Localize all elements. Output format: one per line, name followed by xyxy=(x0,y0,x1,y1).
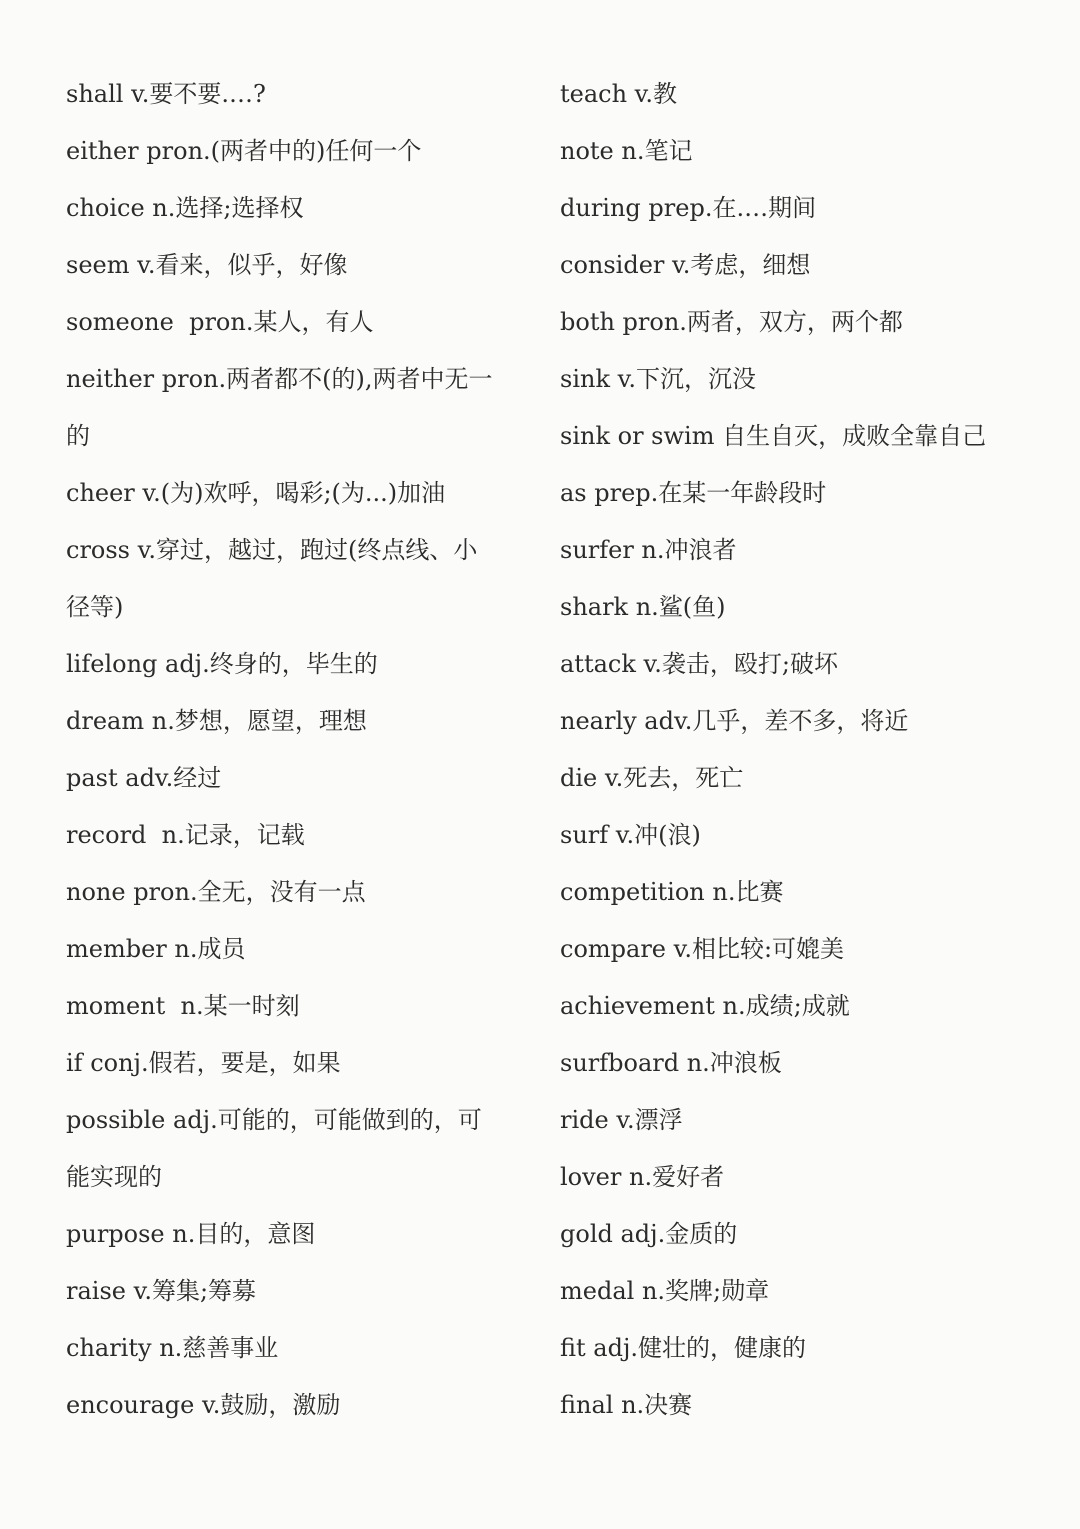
vocab-line: achievement n.成绩;成就 xyxy=(560,992,850,1020)
vocab-line: cheer v.(为)欢呼，喝彩;(为...)加油 xyxy=(66,479,446,507)
vocab-line: medal n.奖牌;勋章 xyxy=(560,1277,770,1305)
vocab-line: shall v.要不要.…? xyxy=(66,80,266,108)
vocab-line: moment n.某一时刻 xyxy=(66,992,300,1020)
vocab-line: surfer n.冲浪者 xyxy=(560,536,737,564)
vocab-line: possible adj.可能的，可能做到的，可 xyxy=(66,1106,482,1134)
vocab-line: none pron.全无，没有一点 xyxy=(66,878,366,906)
vocab-line: either pron.(两者中的)任何一个 xyxy=(66,137,422,165)
vocab-line: 径等) xyxy=(66,593,124,621)
vocab-line: note n.笔记 xyxy=(560,137,693,165)
vocab-line: competition n.比赛 xyxy=(560,878,784,906)
vocab-line: shark n.鲨(鱼) xyxy=(560,593,726,621)
vocab-line: consider v.考虑，细想 xyxy=(560,251,811,279)
vocab-line: encourage v.鼓励，激励 xyxy=(66,1391,341,1419)
vocab-line: dream n.梦想，愿望，理想 xyxy=(66,707,367,735)
vocab-line: fit adj.健壮的，健康的 xyxy=(560,1334,807,1362)
vocab-line: die v.死去，死亡 xyxy=(560,764,744,792)
vocab-line: record n.记录，记载 xyxy=(66,821,305,849)
vocab-line: purpose n.目的，意图 xyxy=(66,1220,316,1248)
vocab-line: nearly adv.几乎，差不多，将近 xyxy=(560,707,909,735)
vocab-line: choice n.选择;选择权 xyxy=(66,194,304,222)
vocab-line: attack v.袭击，殴打;破坏 xyxy=(560,650,838,678)
vocab-line: neither pron.两者都不(的),两者中无一 xyxy=(66,365,493,393)
vocab-line: compare v.相比较:可媲美 xyxy=(560,935,845,963)
vocab-line: teach v.教 xyxy=(560,80,678,108)
vocab-line: during prep.在.…期间 xyxy=(560,194,817,222)
vocab-line: someone pron.某人，有人 xyxy=(66,308,374,336)
vocab-line: charity n.慈善事业 xyxy=(66,1334,279,1362)
vocab-line: ride v.漂浮 xyxy=(560,1106,683,1134)
vocab-line: lover n.爱好者 xyxy=(560,1163,725,1191)
vocab-line: if conj.假若，要是，如果 xyxy=(66,1049,341,1077)
vocab-line: member n.成员 xyxy=(66,935,246,963)
vocab-line: as prep.在某一年龄段时 xyxy=(560,479,827,507)
vocab-line: lifelong adj.终身的，毕生的 xyxy=(66,650,378,678)
vocab-line: both pron.两者，双方，两个都 xyxy=(560,308,903,336)
vocab-line: cross v.穿过，越过，跑过(终点线、小 xyxy=(66,536,478,564)
vocab-line: 能实现的 xyxy=(66,1163,162,1191)
vocab-line: surf v.冲(浪) xyxy=(560,821,701,849)
vocab-line: 的 xyxy=(66,422,90,450)
vocab-line: final n.决赛 xyxy=(560,1391,693,1419)
vocabulary-column-right xyxy=(560,66,1030,1434)
vocab-line: sink or swim 自生自灭，成败全靠自己 xyxy=(560,422,987,450)
vocab-line: surfboard n.冲浪板 xyxy=(560,1049,782,1077)
vocabulary-column-left xyxy=(66,66,536,1434)
vocab-line: seem v.看来，似乎，好像 xyxy=(66,251,348,279)
vocab-line: gold adj.金质的 xyxy=(560,1220,738,1248)
vocab-line: sink v.下沉，沉没 xyxy=(560,365,756,393)
vocab-line: past adv.经过 xyxy=(66,764,222,792)
vocab-line: raise v.筹集;筹募 xyxy=(66,1277,257,1305)
